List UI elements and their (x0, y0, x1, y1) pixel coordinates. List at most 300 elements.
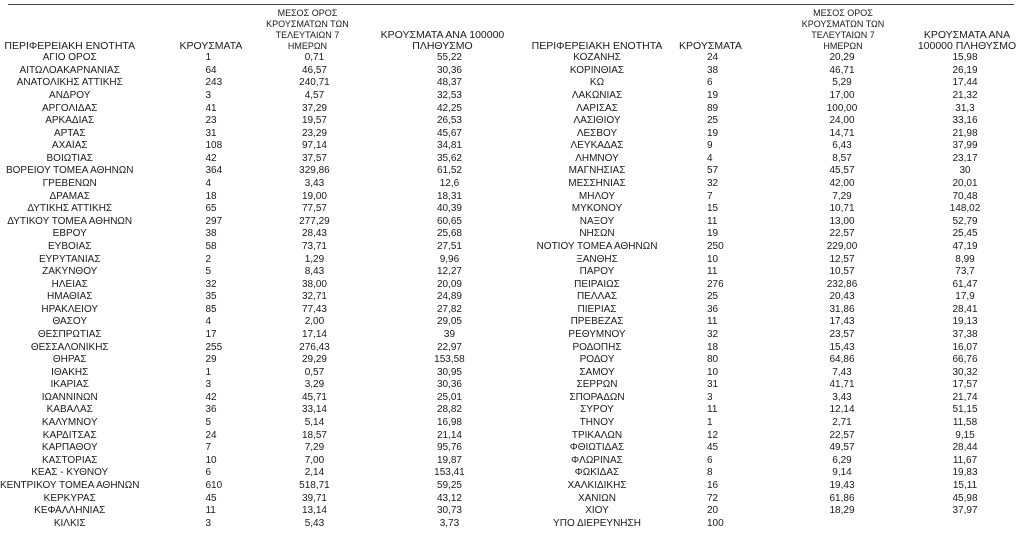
cases-cell: 12 (707, 429, 719, 441)
avg7-cell: 77,57 (301, 203, 327, 215)
region-cell: ΥΠΟ ΔΙΕΡΕΥΝΗΣΗ (553, 517, 641, 529)
per100k-cell: 16,07 (952, 341, 978, 353)
region-cell: ΕΥΒΟΙΑΣ (48, 240, 92, 252)
cases-cell: 25 (707, 291, 719, 303)
table-row (0, 115, 522, 128)
region-cell: ΛΑΡΙΣΑΣ (576, 102, 618, 114)
per100k-cell: 8,99 (955, 253, 975, 265)
per100k-cell: 28,41 (952, 303, 978, 315)
table-row (521, 329, 1023, 342)
cases-cell: 31 (205, 127, 217, 139)
cases-cell: 32 (707, 329, 719, 340)
cases-cell: 2 (205, 253, 212, 265)
cases-cell: 10 (707, 366, 719, 378)
table-row (0, 190, 522, 203)
per100k-cell: 37,99 (952, 140, 978, 152)
cases-cell: 16 (707, 479, 719, 491)
per100k-cell: 47,19 (952, 240, 978, 252)
region-cell: ΒΟΙΩΤΙΑΣ (46, 152, 93, 164)
per100k-cell: 30 (959, 165, 971, 177)
cases-cell: 29 (205, 354, 217, 366)
cases-cell: 3 (205, 517, 212, 529)
per100k-cell: 28,82 (436, 404, 462, 416)
avg7-cell: 232,86 (826, 278, 858, 290)
cases-cell: 65 (205, 203, 217, 215)
per100k-cell: 19,13 (952, 316, 978, 328)
table-row (0, 253, 522, 266)
region-cell: ΚΑΒΑΛΑΣ (46, 404, 93, 416)
region-cell: ΜΕΣΣΗΝΙΑΣ (568, 178, 626, 190)
cases-cell: 35 (205, 291, 217, 303)
table-row (0, 178, 522, 191)
cases-cell: 18 (707, 341, 719, 353)
cases-cell: 45 (707, 442, 719, 454)
region-cell: ΝΑΞΟΥ (579, 215, 615, 227)
header-per100k: ΚΡΟΥΣΜΑΤΑ ΑΝΑ 100000 ΠΛΗΘΥΣΜΟ (380, 29, 505, 52)
region-cell: ΑΡΤΑΣ (53, 127, 86, 139)
avg7-cell: 37,57 (301, 152, 327, 164)
table-row (0, 304, 522, 317)
cases-cell: 276 (707, 278, 724, 290)
table-row (0, 517, 522, 530)
cases-cell: 1 (205, 366, 212, 378)
table-row (0, 241, 522, 254)
region-cell: ΧΑΝΙΩΝ (577, 492, 617, 504)
region-cell: ΑΧΑΪΑΣ (51, 140, 88, 152)
table-row (521, 455, 1023, 468)
cases-cell: 8 (707, 467, 713, 479)
avg7-cell: 15,43 (829, 341, 855, 353)
cases-cell: 11 (707, 215, 718, 227)
region-cell: ΚΟΡΙΝΘΙΑΣ (569, 64, 625, 76)
per100k-cell: 12,27 (436, 266, 462, 278)
per100k-cell: 55,22 (436, 52, 462, 64)
table-row (521, 77, 1023, 90)
region-cell: ΜΑΓΝΗΣΙΑΣ (568, 165, 626, 177)
table-row (0, 65, 522, 78)
per100k-cell: 30,36 (436, 379, 462, 391)
table-row (521, 316, 1023, 329)
table-row (521, 505, 1023, 518)
per100k-cell: 3,73 (439, 517, 460, 529)
per100k-cell: 153,58 (434, 354, 465, 366)
per100k-cell: 11,67 (952, 454, 978, 466)
cases-cell: 6 (707, 77, 713, 89)
per100k-cell: 73,7 (955, 266, 975, 278)
per100k-cell: 59,25 (436, 479, 462, 491)
per100k-cell: 60,65 (436, 215, 462, 227)
cases-cell: 4 (205, 178, 212, 190)
avg7-cell: 2,14 (304, 467, 325, 479)
per100k-cell: 30,32 (952, 366, 978, 378)
avg7-cell: 240,71 (299, 77, 330, 89)
header-region: ΠΕΡΙΦΕΡΕΙΑΚΗ ΕΝΟΤΗΤΑ (4, 40, 136, 52)
table-row (0, 77, 522, 90)
table-row (0, 127, 522, 140)
region-cell: ΤΗΝΟΥ (579, 417, 615, 429)
cases-cell: 32 (707, 178, 719, 190)
region-cell: ΦΘΙΩΤΙΔΑΣ (569, 442, 625, 454)
per100k-cell: 39 (443, 329, 456, 340)
per100k-cell: 16,98 (436, 417, 462, 429)
region-cell: ΛΗΜΝΟΥ (575, 152, 619, 164)
per100k-cell: 153,41 (434, 467, 465, 479)
avg7-cell: 28,43 (301, 228, 327, 240)
table-row (0, 492, 522, 505)
avg7-cell: 276,43 (299, 341, 330, 353)
avg7-cell: 29,29 (301, 354, 327, 366)
per100k-cell: 30,36 (436, 64, 462, 76)
region-cell: ΚΑΣΤΟΡΙΑΣ (41, 454, 98, 466)
per100k-cell: 52,79 (952, 215, 978, 227)
avg7-cell: 31,86 (829, 303, 855, 315)
region-cell: ΠΑΡΟΥ (579, 266, 615, 278)
avg7-cell: 329,86 (299, 165, 330, 177)
table-row (521, 90, 1023, 103)
avg7-cell: 19,43 (829, 479, 855, 491)
region-cell: ΣΕΡΡΩΝ (576, 379, 618, 391)
avg7-cell: 22,57 (829, 228, 855, 240)
region-cell: ΚΕΑΣ - ΚΥΘΝΟΥ (31, 467, 109, 479)
per100k-cell: 11,58 (952, 417, 978, 429)
cases-cell: 3 (205, 90, 212, 102)
region-cell: ΘΑΣΟΥ (52, 316, 88, 328)
table-row (0, 203, 522, 216)
table-row (0, 90, 522, 103)
avg7-cell: 5,29 (832, 77, 852, 89)
cases-table-right (521, 0, 1023, 530)
cases-cell: 11 (707, 316, 718, 328)
avg7-cell: 8,43 (304, 266, 325, 278)
per100k-cell: 23,17 (952, 152, 978, 164)
header-cases: ΚΡΟΥΣΜΑΤΑ (679, 40, 742, 52)
region-cell: ΘΗΡΑΣ (52, 354, 87, 366)
avg7-cell: 39,71 (301, 492, 327, 504)
region-cell: ΖΑΚΥΝΘΟΥ (42, 266, 98, 278)
avg7-cell: 0,57 (304, 366, 325, 378)
region-cell: ΑΓΙΟ ΟΡΟΣ (42, 52, 97, 64)
region-cell: ΧΑΛΚΙΔΙΚΗΣ (567, 479, 627, 491)
cases-cell: 20 (707, 505, 719, 517)
per100k-cell: 35,62 (436, 152, 462, 164)
region-cell: ΤΡΙΚΑΛΩΝ (571, 429, 623, 441)
region-cell: ΠΡΕΒΕΖΑΣ (570, 316, 624, 328)
per100k-cell: 45,67 (436, 127, 462, 139)
per100k-cell: 20,01 (952, 178, 978, 190)
region-cell: ΚΑΡΔΙΤΣΑΣ (42, 429, 97, 441)
region-cell: ΘΕΣΣΑΛΟΝΙΚΗΣ (30, 341, 109, 353)
region-cell: ΓΡΕΒΕΝΩΝ (42, 178, 97, 190)
avg7-cell: 22,57 (829, 429, 855, 441)
region-cell: ΜΥΚΟΝΟΥ (571, 203, 623, 215)
per100k-cell: 12,6 (439, 178, 460, 190)
table-row (521, 115, 1023, 128)
header-cases: ΚΡΟΥΣΜΑΤΑ (179, 40, 243, 52)
per100k-cell: 61,52 (436, 165, 462, 177)
avg7-cell: 7,29 (832, 190, 852, 202)
per100k-cell: 19,87 (436, 454, 462, 466)
table-row (521, 266, 1023, 279)
table-row (0, 392, 522, 405)
region-cell: ΙΘΑΚΗΣ (51, 366, 89, 378)
per100k-cell: 21,32 (952, 90, 978, 102)
avg7-cell: 73,71 (301, 240, 327, 252)
region-cell: ΑΙΤΩΛΟΑΚΑΡΝΑΝΙΑΣ (19, 64, 120, 76)
cases-cell: 100 (707, 517, 724, 529)
cases-cell: 24 (707, 52, 719, 64)
cases-cell: 11 (205, 505, 216, 517)
cases-cell: 108 (205, 140, 223, 152)
table-row (0, 354, 522, 367)
table-row (0, 442, 522, 455)
per100k-cell: 45,98 (952, 492, 978, 504)
per100k-cell: 32,53 (436, 90, 462, 102)
cases-table-left (0, 0, 522, 530)
per100k-cell: 27,51 (436, 240, 462, 252)
region-cell: ΠΕΙΡΑΙΩΣ (574, 278, 620, 290)
header-avg7: ΜΕΣΟΣ ΟΡΟΣ ΚΡΟΥΣΜΑΤΩΝ ΤΩΝ ΤΕΛΕΥΤΑΙΩΝ 7 ΗΜΕΡΩΝ (801, 8, 885, 51)
region-cell: ΦΩΚΙΔΑΣ (574, 467, 620, 479)
cases-cell: 18 (205, 190, 217, 202)
cases-cell: 255 (205, 341, 223, 353)
region-cell: ΠΕΛΛΑΣ (576, 291, 618, 303)
cases-cell: 42 (205, 152, 217, 164)
region-cell: ΗΡΑΚΛΕΙΟΥ (41, 303, 99, 315)
avg7-cell: 41,71 (829, 379, 855, 391)
per100k-cell: 28,44 (952, 442, 978, 454)
avg7-cell: 61,86 (829, 492, 855, 504)
per100k-cell: 34,81 (436, 140, 462, 152)
per100k-cell: 25,68 (436, 228, 462, 240)
region-cell: ΠΙΕΡΙΑΣ (577, 303, 617, 315)
table-row (521, 417, 1023, 430)
table-row (0, 102, 522, 115)
region-cell: ΣΠΟΡΑΔΩΝ (569, 391, 625, 403)
header-per100k: ΚΡΟΥΣΜΑΤΑ ΑΝΑ 100000 ΠΛΗΘΥΣΜΟ (917, 29, 1017, 52)
cases-cell: 15 (707, 203, 719, 215)
cases-cell: 1 (707, 417, 713, 429)
region-cell: ΙΚΑΡΙΑΣ (50, 379, 89, 391)
per100k-cell: 15,98 (952, 52, 978, 64)
region-cell: ΗΛΕΙΑΣ (51, 278, 88, 290)
avg7-cell: 23,29 (301, 127, 327, 139)
region-cell: ΑΝΔΡΟΥ (49, 90, 91, 102)
cases-cell: 36 (707, 303, 719, 315)
per100k-cell: 66,76 (952, 354, 978, 366)
region-cell: ΚΙΛΚΙΣ (53, 517, 86, 529)
table-body-right (521, 52, 1023, 530)
table-row (521, 52, 1023, 65)
avg7-cell: 13,00 (829, 215, 855, 227)
table-row (0, 140, 522, 153)
region-cell: ΛΑΚΩΝΙΑΣ (571, 90, 623, 102)
cases-cell: 5 (205, 417, 212, 429)
table-row (521, 253, 1023, 266)
avg7-cell: 19,00 (301, 190, 327, 202)
avg7-cell: 23,57 (829, 329, 855, 340)
per100k-cell: 33,16 (952, 115, 978, 127)
per100k-cell: 30,73 (436, 505, 462, 517)
avg7-cell: 12,14 (829, 404, 855, 416)
per100k-cell: 61,47 (952, 278, 978, 290)
avg7-cell: 12,57 (829, 253, 855, 265)
cases-cell: 4 (707, 152, 713, 164)
region-cell: ΒΟΡΕΙΟΥ ΤΟΜΕΑ ΑΘΗΝΩΝ (5, 165, 134, 177)
per100k-cell: 19,83 (952, 467, 978, 479)
region-cell: ΦΛΩΡΙΝΑΣ (571, 454, 623, 466)
cases-cell: 38 (205, 228, 217, 240)
avg7-cell: 5,14 (304, 417, 325, 429)
avg7-cell: 17,14 (301, 329, 327, 340)
avg7-cell: 20,29 (829, 52, 855, 64)
avg7-cell: 46,57 (301, 64, 327, 76)
avg7-cell: 3,43 (832, 391, 852, 403)
table-row (521, 429, 1023, 442)
table-row (521, 241, 1023, 254)
table-row (521, 203, 1023, 216)
header-region: ΠΕΡΙΦΕΡΕΙΑΚΗ ΕΝΟΤΗΤΑ (531, 40, 663, 52)
avg7-cell: 77,43 (301, 303, 327, 315)
table-row (521, 153, 1023, 166)
table-row (521, 341, 1023, 354)
per100k-cell: 40,39 (436, 203, 462, 215)
cases-cell: 58 (205, 240, 217, 252)
cases-cell: 11 (707, 404, 718, 416)
cases-cell: 5 (205, 266, 212, 278)
per100k-cell: 148,02 (949, 203, 981, 215)
region-cell: ΕΥΡΥΤΑΝΙΑΣ (38, 253, 101, 265)
table-row (521, 291, 1023, 304)
per100k-cell: 51,15 (952, 404, 978, 416)
table-row (0, 505, 522, 518)
table-row (0, 480, 522, 493)
table-row (0, 228, 522, 241)
header-avg7: ΜΕΣΟΣ ΟΡΟΣ ΚΡΟΥΣΜΑΤΩΝ ΤΩΝ ΤΕΛΕΥΤΑΙΩΝ 7 ΗΜΕΡΩΝ (266, 8, 349, 51)
per100k-cell: 43,12 (436, 492, 462, 504)
avg7-cell: 2,00 (304, 316, 325, 328)
cases-cell: 19 (707, 127, 719, 139)
table-row (521, 492, 1023, 505)
region-cell: ΚΑΛΥΜΝΟΥ (41, 417, 98, 429)
cases-cell: 32 (205, 278, 217, 290)
cases-cell: 72 (707, 492, 719, 504)
table-row (0, 216, 522, 229)
avg7-cell: 18,57 (301, 429, 327, 441)
table-row (521, 392, 1023, 405)
per100k-cell: 27,82 (436, 303, 462, 315)
avg7-cell: 10,71 (829, 203, 855, 215)
per100k-cell: 17,9 (955, 291, 975, 303)
region-cell: ΚΕΦΑΛΛΗΝΙΑΣ (34, 505, 106, 517)
region-cell: ΝΗΣΩΝ (579, 228, 615, 240)
region-cell: ΔΥΤΙΚΗΣ ΑΤΤΙΚΗΣ (27, 203, 113, 215)
table-row (521, 354, 1023, 367)
region-cell: ΡΟΔΟΠΗΣ (572, 341, 622, 353)
avg7-cell: 45,57 (829, 165, 855, 177)
avg7-cell: 4,57 (304, 90, 325, 102)
per100k-cell: 24,89 (436, 291, 462, 303)
region-cell: ΝΟΤΙΟΥ ΤΟΜΕΑ ΑΘΗΝΩΝ (536, 240, 658, 252)
table-row (0, 316, 522, 329)
cases-cell: 89 (707, 102, 719, 114)
per100k-cell: 30,95 (436, 366, 462, 378)
per100k-cell: 37,97 (952, 505, 978, 517)
region-cell: ΚΩ (589, 77, 605, 89)
cases-cell: 23 (205, 115, 217, 127)
per100k-cell: 20,09 (436, 278, 462, 290)
avg7-cell: 6,43 (832, 140, 852, 152)
cases-cell: 85 (205, 303, 217, 315)
cases-cell: 243 (205, 77, 223, 89)
region-cell: ΧΙΟΥ (585, 505, 609, 517)
per100k-cell: 21,74 (952, 391, 978, 403)
table-row (0, 291, 522, 304)
avg7-cell: 3,43 (304, 178, 325, 190)
per100k-cell: 26,53 (436, 115, 462, 127)
table-row (0, 278, 522, 291)
avg7-cell: 38,00 (301, 278, 327, 290)
avg7-cell: 97,14 (301, 140, 327, 152)
per100k-cell: 29,05 (436, 316, 462, 328)
per100k-cell: 17,57 (952, 379, 978, 391)
table-body-left (0, 52, 522, 530)
avg7-cell: 2,71 (832, 417, 852, 429)
table-row (0, 341, 522, 354)
avg7-cell: 0,71 (304, 52, 325, 64)
table-row (0, 329, 522, 342)
per100k-cell (889, 517, 1023, 530)
avg7-cell: 3,29 (304, 379, 325, 391)
cases-cell: 17 (205, 329, 217, 340)
avg7-cell: 13,14 (301, 505, 327, 517)
table-row (521, 228, 1023, 241)
table-row (0, 52, 522, 65)
region-cell: ΛΕΣΒΟΥ (576, 127, 618, 139)
region-cell: ΚΟΖΑΝΗΣ (573, 52, 621, 64)
per100k-cell: 21,14 (436, 429, 462, 441)
region-cell: ΑΡΓΟΛΙΔΑΣ (42, 102, 98, 114)
region-cell: ΙΩΑΝΝΙΝΩΝ (41, 391, 98, 403)
avg7-cell: 24,00 (829, 115, 855, 127)
region-cell: ΡΟΔΟΥ (579, 354, 615, 366)
per100k-cell: 26,19 (952, 64, 978, 76)
avg7-cell: 7,29 (304, 442, 325, 454)
table-row (0, 467, 522, 480)
avg7-cell: 229,00 (826, 240, 858, 252)
table-row (0, 366, 522, 379)
table-row (521, 102, 1023, 115)
avg7-cell: 19,57 (301, 115, 327, 127)
per100k-cell: 17,44 (952, 77, 978, 89)
cases-cell: 6 (205, 467, 212, 479)
cases-cell: 11 (707, 266, 718, 278)
region-cell: ΜΗΛΟΥ (578, 190, 616, 202)
avg7-cell (773, 517, 889, 530)
region-cell: ΔΡΑΜΑΣ (49, 190, 90, 202)
per100k-cell: 25,01 (436, 391, 462, 403)
cases-cell: 297 (205, 215, 223, 227)
avg7-cell: 64,86 (829, 354, 855, 366)
cases-cell: 25 (707, 115, 719, 127)
cases-cell: 57 (707, 165, 719, 177)
region-cell: ΛΑΣΙΘΙΟΥ (573, 115, 621, 127)
cases-cell: 6 (707, 454, 713, 466)
per100k-cell: 70,48 (952, 190, 978, 202)
cases-cell: 1 (205, 52, 212, 64)
avg7-cell: 1,29 (304, 253, 325, 265)
cases-cell: 7 (205, 442, 212, 454)
per100k-cell: 25,45 (952, 228, 978, 240)
